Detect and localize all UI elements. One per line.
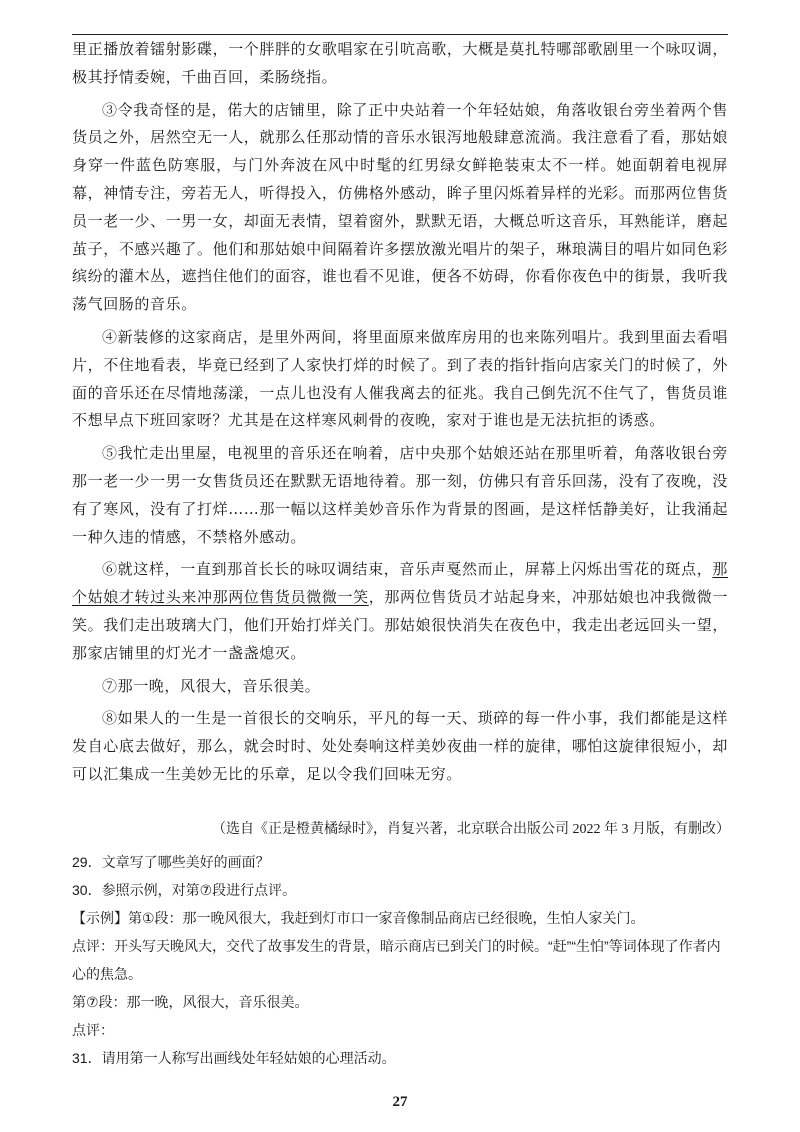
underlined-sentence: 那个姑娘才转过头来冲那两位售货员微微一笑: [72, 560, 728, 607]
comment-prompt: 点评：: [72, 1022, 114, 1038]
paragraph-2-tail: 里正播放着镭射影碟，一个胖胖的女歌唱家在引吭高歌，大概是莫扎特哪部歌剧里一个咏叹调，极其抒情委婉，千曲百回，柔肠绕指。: [72, 40, 728, 86]
story-text: [72, 36, 728, 789]
paragraph-4: ④新装修的这家商店，是里外两间，将里面原来做库房用的也来陈列唱片。我到里面去看唱片，不住地看表，毕竟已经到了人家快打烊的时候了。到了表的指针指向店家关门的时候了，外面的音乐还在尽情地荡漾，一点儿也没有人催我离去的征兆。我自己倒先沉不住气了，售货员谁不想早点下班回家呀？尤其是在这样寒风刺骨的夜晚，家对于谁也是无法抗拒的诱惑。: [72, 327, 728, 430]
paragraph-7-quote: 第⑦段：那一晚，风很大，音乐很美。: [72, 994, 309, 1010]
paragraph-8: ⑧如果人的一生是一首很长的交响乐，平凡的每一天、琐碎的每一件小事，我们都能是这样发自心底去做好，那么，就会时时、处处奏响这样美妙夜曲一样的旋律，哪怕这旋律很短小，却可以汇集成一生美妙无比的乐章，足以令我们回味无穷。: [72, 709, 728, 783]
paragraph-3: ③令我奇怪的是，偌大的店铺里，除了正中央站着一个年轻姑娘，角落收银台旁坐着两个售货员之外，居然空无一人，就那么任那动情的音乐水银泻地般肆意流淌。我注意看了看，那姑娘身穿一件蓝色防寒服，与门外奔波在风中时髦的红男绿女鲜艳装束太不一样。她面朝着电视屏幕，神情专注，旁若无人，听得投入，仿佛格外感动，眸子里闪烁着异样的光彩。而那两位售货员一老一少、一男一女，却面无表情，望着窗外，默默无语，大概总听这音乐，耳熟能详，磨起茧子，不感兴趣了。他们和那姑娘中间隔着许多摆放激光唱片的架子，琳琅满目的唱片如同色彩缤纷的灌木丛，遮挡住他们的面容，谁也看不见谁，便各不妨碍，你看你夜色中的街景，我听我荡气回肠的音乐。: [72, 100, 728, 314]
paragraph-6: [72, 556, 728, 667]
header-rule: [72, 34, 728, 35]
example-line: 【示例】第①段：那一晚风很大，我赶到灯市口一家音像制品商店已经很晚，生怕人家关门。: [72, 910, 645, 926]
question-section: [72, 848, 732, 1072]
paragraph-7: ⑦那一晚，风很大，音乐很美。: [102, 676, 321, 695]
paragraph-6-after: ，那两位售货员才站起身来，冲那姑娘也冲我微微一笑。我们走出玻璃大门，他们开始打烊关门。那姑娘很快消失在夜色中，我走出老远回头一望，那家店铺里的灯光才一盏盏熄灭。: [72, 588, 728, 662]
question-31: 31．请用第一人称写出画线处年轻姑娘的心理活动。: [72, 1050, 396, 1066]
page-number: 27: [392, 1094, 408, 1110]
question-30: 30．参照示例，对第⑦段进行点评。: [72, 882, 297, 898]
paragraph-6-before: ⑥就这样，一直到那首长长的咏叹调结束，音乐声戛然而止，屏幕上闪烁出雪花的斑点，: [102, 560, 713, 579]
source-citation: （选自《正是橙黄橘绿时》，肖复兴著，北京联合出版公司 2022 年 3 月版，有删改）: [212, 822, 730, 837]
paragraph-5: ⑤我忙走出里屋，电视里的音乐还在响着，店中央那个姑娘还站在那里听着，角落收银台旁那一老一少一男一女售货员还在默默无语地待着。那一刻，仿佛只有音乐回荡，没有了夜晚，没有了寒风，没有了打烊……那一幅以这样美妙音乐作为背景的图画，是这样恬静美好，让我涌起一种久违的情感，不禁格外感动。: [72, 444, 728, 546]
question-29: 29．文章写了哪些美好的画面？: [72, 854, 270, 870]
example-comment: 点评：开头写天晚风大，交代了故事发生的背景，暗示商店已到关门的时候。“赶”“生怕”等词体现了作者内心的焦急。: [72, 938, 721, 982]
